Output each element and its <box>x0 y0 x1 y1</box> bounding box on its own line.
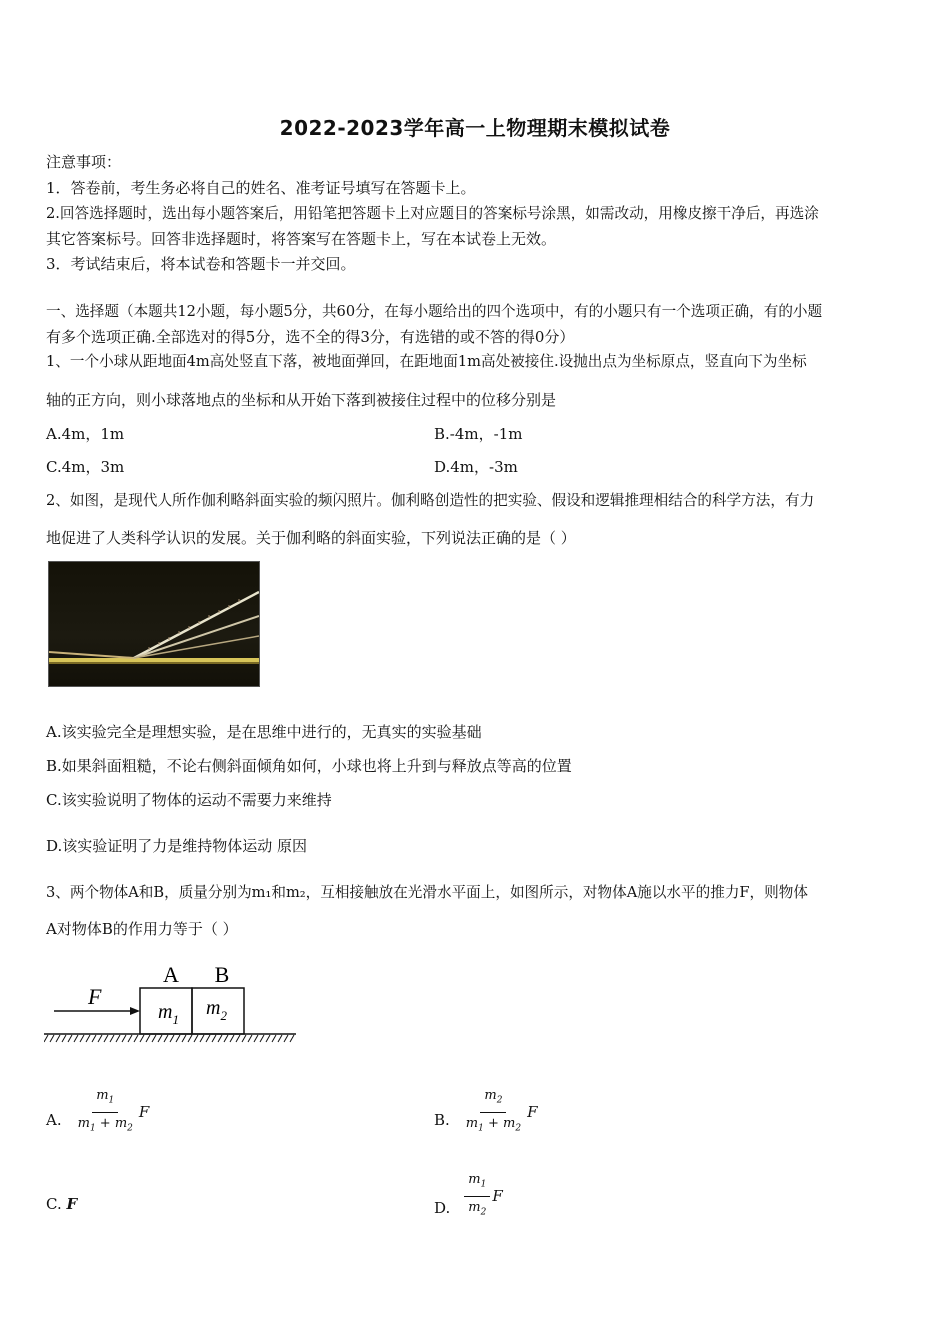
q2-option-d: D.该实验证明了力是维持物体运动 原因 <box>46 837 308 855</box>
incline-strobe-image <box>49 562 259 686</box>
mass-label-1: $m_1$ <box>158 1001 179 1027</box>
question-2-text-cont: 地促进了人类科学认识的发展。关于伽利略的斜面实验，下列说法正确的是（ ） <box>46 529 576 547</box>
q3-option-c-label: C. <box>46 1195 62 1213</box>
force-symbol: F <box>138 1103 150 1122</box>
ground-hatch <box>44 1035 294 1042</box>
notice-item: 其它答案标号。回答非选择题时，将答案写在答题卡上，写在本试卷上无效。 <box>46 230 557 248</box>
notice-item: 1．答卷前，考生务必将自己的姓名、准考证号填写在答题卡上。 <box>46 179 476 197</box>
question-3-text: 3、两个物体A和B，质量分别为m₁和m₂，互相接触放在光滑水平面上，如图所示，对物体A施以水平的推力F，则物体 <box>46 884 808 901</box>
q2-option-c: C.该实验说明了物体的运动不需要力来维持 <box>46 791 332 809</box>
q1-option-c: C.4m，3m <box>46 458 125 476</box>
q2-option-b: B.如果斜面粗糙，不论右侧斜面倾角如何，小球也将上升到与释放点等高的位置 <box>46 757 572 775</box>
q3-option-d-label: D. <box>434 1199 451 1218</box>
label-b: B <box>214 962 230 987</box>
notice-item: 2.回答选择题时，选出每小题答案后，用铅笔把答题卡上对应题目的答案标号涂黑，如需改动，用橡皮擦干净后，再选涂 <box>46 205 819 222</box>
notice-heading: 注意事项： <box>46 153 122 171</box>
question-2-text: 2、如图，是现代人所作伽利略斜面实验的频闪照片。伽利略创造性的把实验、假设和逻辑推理相结合的科学方法，有力 <box>46 492 815 509</box>
mass-label-2: $m_2$ <box>206 997 227 1023</box>
force-label: F <box>88 984 102 1009</box>
force-symbol: F <box>527 1103 538 1122</box>
question-1-text: 1、一个小球从距地面4m高处竖直下落，被地面弹回，在距地面1m高处被接住.设抛出点为坐标原点，竖直向下为坐标 <box>46 353 807 370</box>
galileo-incline-photo <box>48 561 260 687</box>
label-a: A <box>163 962 179 987</box>
q3-option-b-label: B. <box>434 1111 450 1130</box>
blocks-figure <box>44 958 300 1046</box>
page-title: 2022-2023学年高一上物理期末模拟试卷 <box>279 116 671 140</box>
force-symbol: F <box>492 1187 503 1206</box>
section-heading: 一、选择题（本题共12小题，每小题5分，共60分，在每小题给出的四个选项中，有的小题只有一个选项正确，有的小题 <box>46 303 823 320</box>
fraction-m1-over-m2: $\frac{m_1}{m_2}$ <box>464 1170 490 1222</box>
q3-option-c-value: F <box>66 1195 78 1213</box>
q1-option-b: B.-4m，-1m <box>434 425 523 443</box>
section-heading-cont: 有多个选项正确.全部选对的得5分，选不全的得3分，有选错的或不答的得0分） <box>46 328 575 346</box>
q3-option-d <box>434 1170 503 1222</box>
q2-option-a: A.该实验完全是理想实验，是在思维中进行的，无真实的实验基础 <box>46 723 482 741</box>
q3-option-b <box>434 1086 538 1138</box>
notice-item: 3．考试结束后，将本试卷和答题卡一并交回。 <box>46 255 356 273</box>
fraction-m1-over-sum: $\frac{m_1}{m_1 + m_2}$ <box>77 1088 133 1134</box>
q3-option-a-label: A. <box>46 1111 62 1130</box>
q3-option-a <box>46 1086 149 1138</box>
question-3-text-cont: A对物体B的作用力等于（ ） <box>46 920 238 938</box>
fraction-m2-over-sum: $\frac{m_2}{m_1 + m_2}$ <box>465 1088 522 1134</box>
force-arrow-head <box>130 1007 140 1015</box>
q1-option-a: A.4m，1m <box>46 425 125 443</box>
question-1-text-cont: 轴的正方向，则小球落地点的坐标和从开始下落到被接住过程中的位移分别是 <box>46 391 557 409</box>
q1-option-d: D.4m，-3m <box>434 458 518 476</box>
q3-option-c <box>46 1194 77 1214</box>
